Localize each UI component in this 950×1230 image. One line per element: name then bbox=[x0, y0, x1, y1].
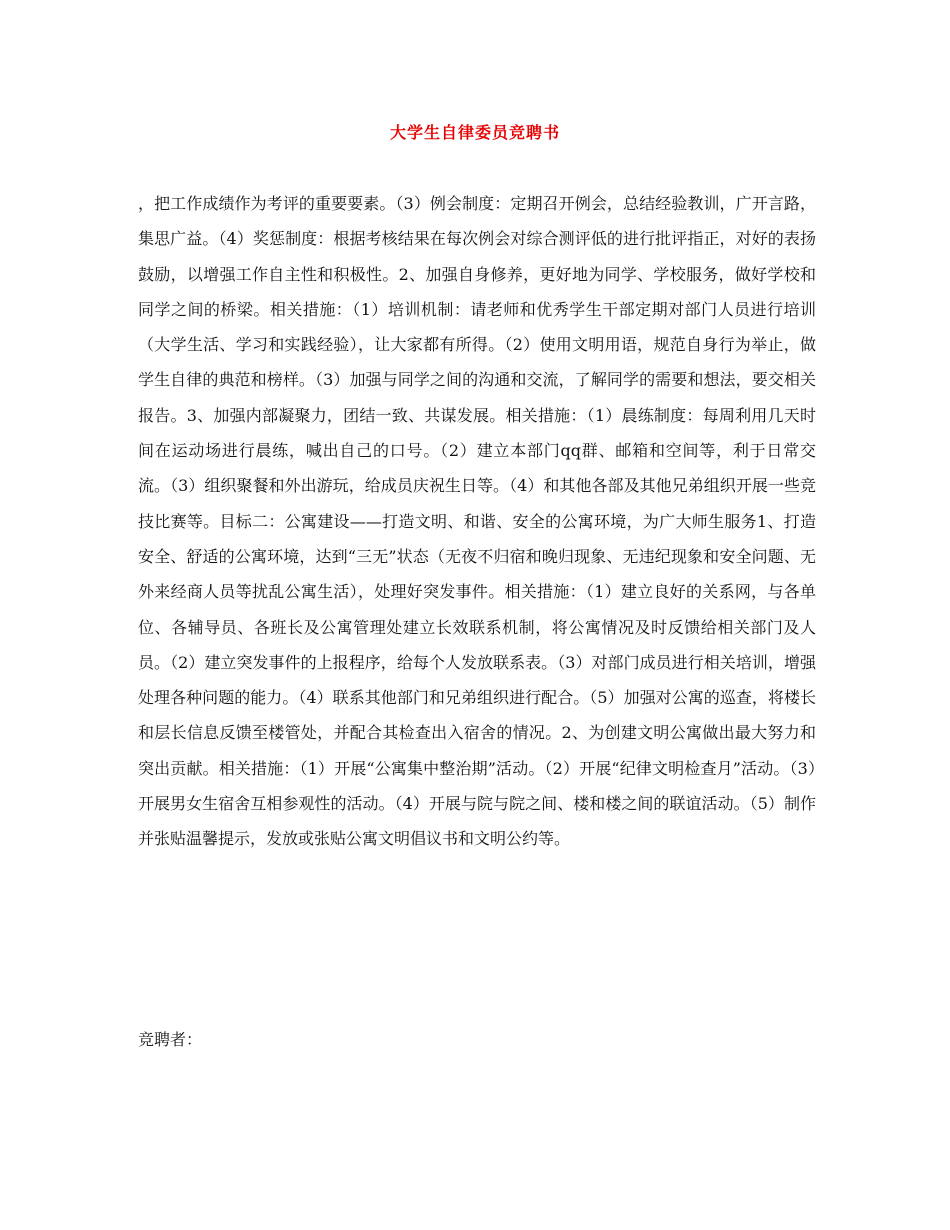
document-body: ，把工作成绩作为考评的重要要素。（3）例会制度：定期召开例会，总结经验教训，广开言路，集思广益。（4）奖惩制度：根据考核结果在每次例会对综合测评低的进行批评指正，对好的表扬鼓励，以增强工作自主性和积极性。2、加强自身修养，更好地为同学、学校服务，做好学校和同学之间的桥梁。相关措施：（1）培训机制：请老师和优秀学生干部定期对部门人员进行培训（大学生活、学习和实践经验），让大家都有所得。（2）使用文明用语，规范自身行为举止，做学生自律的典范和榜样。（3）加强与同学之间的沟通和交流，了解同学的需要和想法，要交相关报告。3、加强内部凝聚力，团结一致、共谋发展。相关措施：（1）晨练制度：每周利用几天时间在运动场进行晨练，喊出自己的口号。（2）建立本部门qq群、邮箱和空间等，利于日常交流。（3）组织聚餐和外出游玩，给成员庆祝生日等。（4）和其他各部及其他兄弟组织开展一些竞技比赛等。目标二：公寓建设——打造文明、和谐、安全的公寓环境，为广大师生服务1、打造安全、舒适的公寓环境，达到“三无”状态（无夜不归宿和晚归现象、无违纪现象和安全问题、无外来经商人员等扰乱公寓生活），处理好突发事件。相关措施：（1）建立良好的关系网，与各单位、各辅导员、各班长及公寓管理处建立长效联系机制，将公寓情况及时反馈给相关部门及人员。（2）建立突发事件的上报程序，给每个人发放联系表。（3）对部门成员进行相关培训，增强处理各种问题的能力。（4）联系其他部门和兄弟组织进行配合。（5）加强对公寓的巡查，将楼长和层长信息反馈至楼管处，并配合其检查出入宿舍的情况。2、为创建文明公寓做出最大努力和突出贡献。相关措施：（1）开展“公寓集中整治期”活动。（2）开展“纪律文明检查月”活动。（3）开展男女生宿舍互相参观性的活动。（4）开展与院与院之间、楼和楼之间的联谊活动。（5）制作并张贴温馨提示，发放或张贴公寓文明倡议书和文明公约等。 bbox=[138, 194, 816, 849]
document-title: 大学生自律委员竞聘书 bbox=[389, 123, 560, 142]
signature-label: 竞聘者： bbox=[138, 1030, 203, 1049]
